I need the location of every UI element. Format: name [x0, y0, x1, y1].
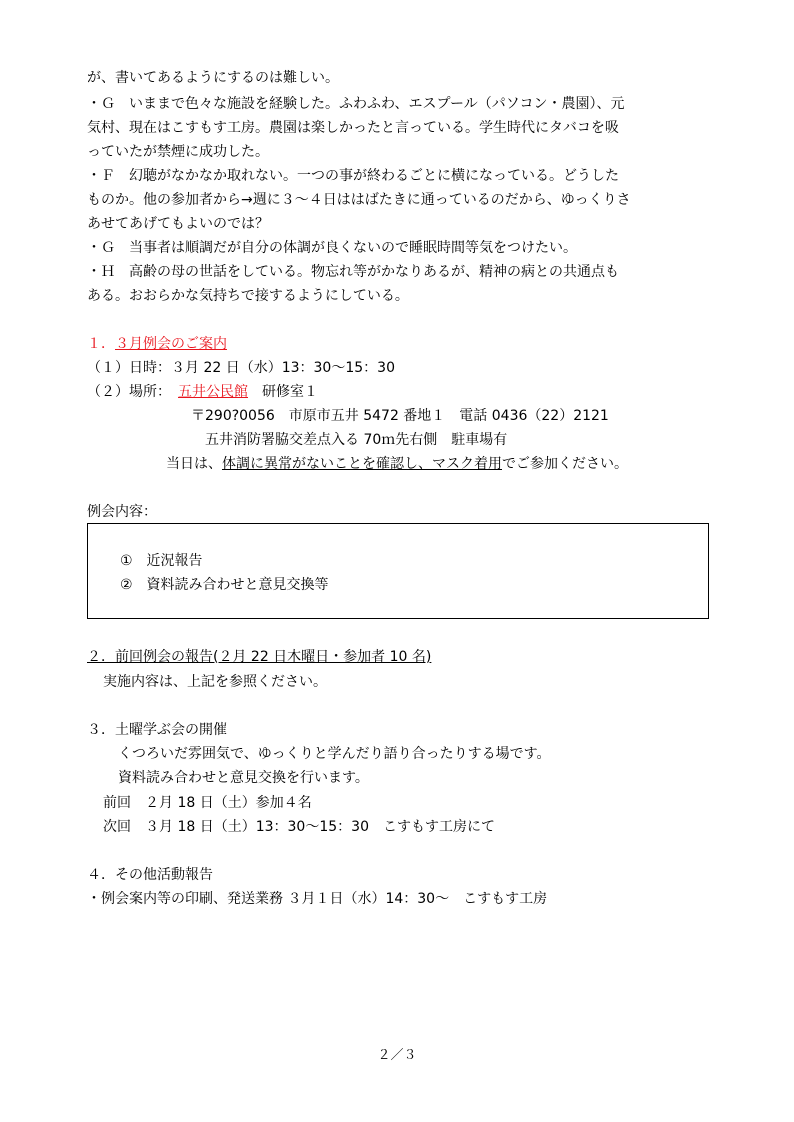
place-room: 研修室１: [248, 384, 318, 400]
page-number: ２／３: [377, 1048, 417, 1063]
section-3-previous: 前回 ２月 18 日（土）参加４名: [103, 795, 312, 811]
report-line-6: ものか。他の参加者から→週に３～４日ははばたきに通っているのだから、ゆっくりさ: [87, 192, 631, 208]
section-3-next: 次回 ３月 18 日（土）13：30～15：30 こすもす工房にて: [103, 819, 495, 835]
contents-item-1: ① 近況報告: [120, 553, 203, 569]
section-3-line-1: くつろいだ雰囲気で、ゆっくりと学んだり語り合ったりする場です。: [118, 746, 551, 762]
notice-underlined: 体調に異常がないことを確認し、マスク着用: [222, 456, 502, 472]
report-line-3: 気村、現在はこすもす工房。農園は楽しかったと言っている。学生時代にタバコを吸: [87, 120, 619, 136]
report-line-5: ・Ｆ 幻聴がなかなか取れない。一つの事が終わるごとに横になっている。どうした: [87, 168, 619, 184]
section-1-title: ３月例会のご案内: [115, 336, 227, 352]
meeting-place: [87, 382, 318, 402]
meeting-notice: [0, 454, 794, 474]
meeting-address: 〒290?0056 市原市五井 5472 番地１ 電話 0436（22）2121: [191, 408, 609, 424]
contents-box: [87, 523, 709, 619]
contents-heading: 例会内容：: [87, 504, 157, 520]
meeting-date: （１）日時：３月 22 日（水）13：30～15：30: [87, 360, 395, 376]
report-line-1: が、書いてあるようにするのは難しい。: [87, 70, 339, 86]
meeting-directions: 五井消防署脇交差点入る 70ｍ先右側 駐車場有: [205, 432, 508, 448]
section-2-body: 実施内容は、上記を参照ください。: [103, 674, 327, 690]
report-line-4: っていたが禁煙に成功した。: [87, 144, 269, 160]
contents-item-2: ② 資料読み合わせと意見交換等: [120, 577, 329, 593]
section-4-body: ・例会案内等の印刷、発送業務 ３月１日（水）14：30～ こすもす工房: [87, 891, 548, 907]
section-1-number: １．: [87, 336, 115, 352]
notice-post: でご参加ください。: [502, 456, 628, 472]
notice-pre: 当日は、: [166, 456, 222, 472]
report-line-9: ・Ｈ 高齢の母の世話をしている。物忘れ等がかなりあるが、精神の病との共通点も: [87, 264, 619, 280]
report-line-7: あせてあげてもよいのでは？: [87, 216, 269, 232]
place-name: 五井公民館: [178, 384, 248, 400]
section-3-title: ３．土曜学ぶ会の開催: [87, 722, 227, 738]
report-line-8: ・Ｇ 当事者は順調だが自分の体調が良くないので睡眠時間等気をつけたい。: [87, 240, 577, 256]
section-1-heading: [87, 334, 227, 354]
report-line-2: ・Ｇ いままで色々な施設を経験した。ふわふわ、エスプール（パソコン・農園）、元: [87, 96, 625, 112]
section-4-title: ４．その他活動報告: [87, 867, 213, 883]
report-line-10: ある。おおらかな気持ちで接するようにしている。: [87, 288, 409, 304]
place-prefix: （２）場所：: [87, 384, 178, 400]
section-2-title: ２．前回例会の報告(２月 22 日木曜日・参加者 10 名): [87, 649, 432, 665]
section-3-line-2: 資料読み合わせと意見交換を行います。: [118, 770, 369, 786]
